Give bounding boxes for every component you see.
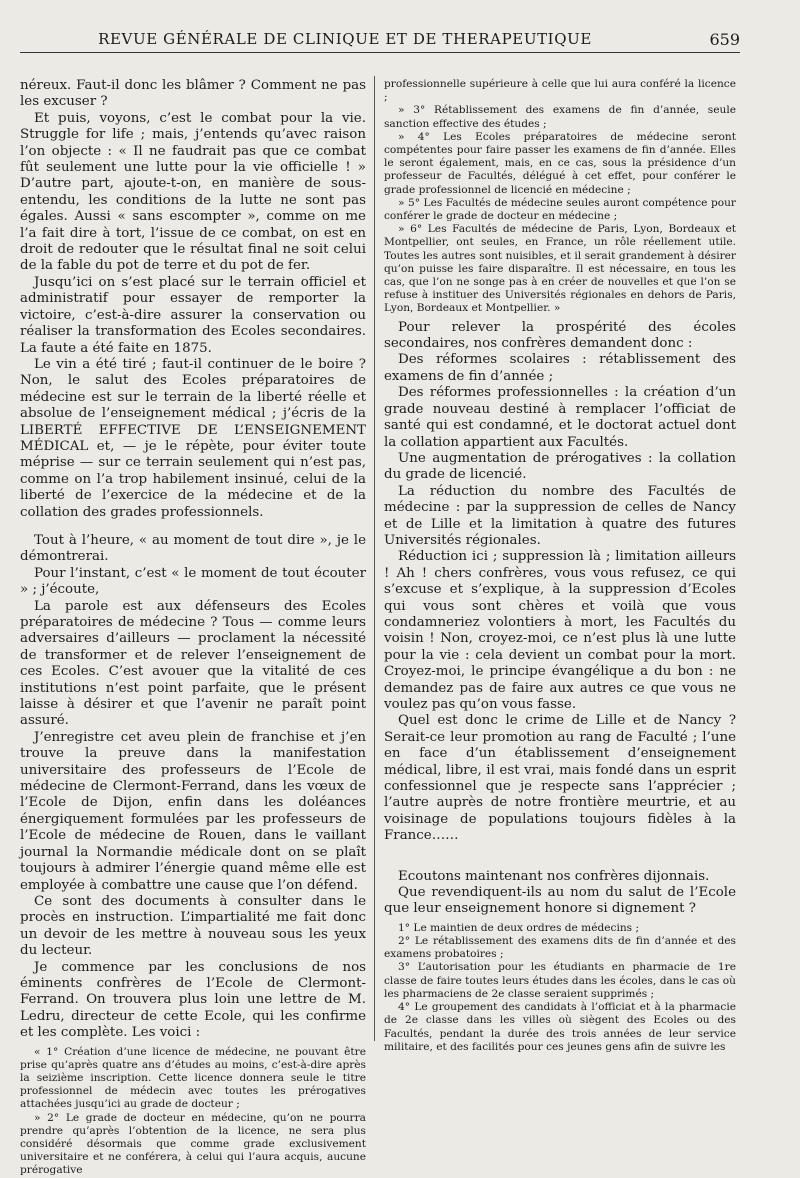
paragraph: Des réformes scolaires : rétablissement des examens de fin d’année ; [384, 352, 736, 384]
paragraph: J’enregistre cet aveu plein de franchise et j’en trouve la preuve dans la manifestation universitaire des professeurs de l’Ecole de médecine de Clermont-Ferrand, dans les vœux de l’Ecole de Dijon, enfin dans les doléances énergiquement formulées par les professeurs de l’Ecole de médecine de Rouen, dans le vaillant journal la Normandie médicale dont on se plaît toujours à admirer l’énergie quand même elle est employée à combattre une cause que l’on défend. [20, 729, 366, 893]
quoted-paragraph: « 1° Création d’une licence de médecine, ne pouvant être prise qu’après quatre ans d’études au moins, c’est-à-dire après la seizième inscription. Cette licence donnera seule le titre professionnel de médecin avec toutes les prérogatives attachées jusqu’ici au grade de docteur ; [20, 1045, 366, 1111]
quoted-paragraph: » 5° Les Facultés de médecine seules auront compétence pour conférer le grade de docteur en médecine ; [384, 196, 736, 223]
quoted-paragraph: » 2° Le grade de docteur en médecine, qu’on ne pourra prendre qu’après l’obtention de la licence, ne sera plus considéré désormais que comme grade exclusivement universitaire et ne conférera, à celui qui l’aura acquis, aucune prérogative [20, 1111, 366, 1177]
column-divider [374, 76, 375, 1041]
paragraph: Ecoutons maintenant nos confrères dijonnais. [398, 868, 710, 884]
paragraph: Le vin a été tiré ; faut-il continuer de le boire ? Non, le salut des Ecoles préparatoires de médecine est sur le terrain de la liberté réelle et absolue de l’enseignement médical ; j’écris de la LIBERTÉ EFFECTIVE DE L’ENSEIGNEMENT MÉDICAL et, — je le répète, pour éviter toute méprise — sur ce terrain seulement qui n’est pas, comme on l’a trop habilement insinué, celui de la liberté de l’exercice de la médecine et de la collation des grades professionnels. [20, 356, 366, 520]
paragraph: Tout à l’heure, « au moment de tout dire », je le démontrerai. [20, 532, 366, 565]
paragraph: La réduction du nombre des Facultés de médecine : par la suppression de celles de Nancy et de Lille et la limitation à quatre des futures Universités régionales. [384, 483, 736, 548]
list-item: 1° Le maintien de deux ordres de médecins ; [398, 921, 640, 934]
quoted-paragraph: » 6° Les Facultés de médecine de Paris, Lyon, Bordeaux et Montpellier, ont seules, en France, un rôle réellement utile. Toutes les autres sont nuisibles, et il serait grandement à désirer qu’on puisse les faire disparaître. Il est nécessaire, en tous les cas, que l’on ne songe pas à en créer de nouvelles et que l’on se refuse à instituer des Universités régionales en dehors de Paris, Lyon, Bordeaux et Montpellier. » [384, 223, 736, 315]
page-header [20, 30, 740, 53]
list-item: 2° Le rétablissement des examens dits de fin d’année et des examens probatoires ; [384, 935, 736, 961]
quoted-paragraph: » 3° Rétablissement des examens de fin d’année, seule sanction effective des études ; [384, 104, 736, 130]
quoted-paragraph: » 4° Les Ecoles préparatoires de médecine seront compétentes pour faire passer les examens de fin d’année. Elles le seront également, mais, en ce cas, sous la présidence d’un professeur de Facultés, délégué à cet effet, pour conférer le grade professionnel de licencié en médecine ; [384, 130, 736, 196]
paragraph: néreux. Faut-il donc les blâmer ? Comment ne pas les excuser ? [20, 78, 366, 110]
right-column [384, 78, 736, 1053]
list-item: 4° Le groupement des candidats à l’officiat et à la pharmacie de 2e classe dans les villes où siègent des Ecoles ou des Facultés, pendant la durée des trois années de leur service militaire, et des facilités pour ces jeunes gens afin de suivre les [384, 1001, 736, 1053]
paragraph: Ce sont des documents à consulter dans le procès en instruction. L’impartialité me fait donc un devoir de les mettre à nouveau sous les yeux du lecteur. [20, 893, 366, 959]
paragraph: Pour relever la prospérité des écoles secondaires, nos confrères demandent donc : [384, 319, 736, 352]
list-item: 3° L’autorisation pour les étudiants en pharmacie de 1re classe de faire toutes leurs études dans les écoles, dans le cas où les pharmaciens de 2e classe seraient supprimés ; [384, 961, 736, 1000]
paragraph: Une augmentation de prérogatives : la collation du grade de licencié. [384, 450, 736, 483]
paragraph: Et puis, voyons, c’est le combat pour la vie. Struggle for life ; mais, j’entends qu’avec raison l’on objecte : « Il ne faudrait pas que ce combat fût seulement une lutte pour la vie officielle ! » D’autre part, ajoute-t-on, en manière de sous-entendu, les conditions de la lutte ne sont pas égales. Aussi « sans escompter », comme on me l’a fait dire à tort, l’issue de ce combat, on est en droit de redouter que le résultat final ne soit celui de la fable du pot de terre et du pot de fer. [20, 110, 366, 274]
paragraph: La parole est aux défenseurs des Ecoles préparatoires de médecine ? Tous — comme leurs adversaires d’ailleurs — proclament la nécessité de transformer et de relever l’enseignement de ces Ecoles. C’est avouer que la vitalité de ces institutions n’est point parfaite, que le présent laisse à désirer et que l’avenir ne paraît point assuré. [20, 598, 366, 729]
paragraph: Réduction ici ; suppression là ; limitation ailleurs ! Ah ! chers confrères, vous vous refusez, ce qui s’excuse et s’explique, à la suppression d’Ecoles qui vous sont chères et voilà que vous condamneriez volontiers à mort, les Facultés du voisin ! Non, croyez-moi, ce n’est plus là une lutte pour la vie : cela devient un combat pour la mort. Croyez-moi, le principe évangélique a du bon : ne demandez pas de faire aux autres ce que vous ne voulez pas qu’on vous fasse. [384, 549, 736, 712]
paragraph: Quel est donc le crime de Lille et de Nancy ? Serait-ce leur promotion au rang de Faculté ; l’une en face d’un établissement d’enseignement médical, libre, il est vrai, mais fondé dans un esprit confessionnel que je respecte sans l’apprécier ; l’autre auprès de notre frontière meurtrie, et au voisinage de populations toujours fidèles à la France…… [384, 713, 736, 844]
running-title: REVUE GÉNÉRALE DE CLINIQUE ET DE THERAPEUTIQUE [98, 30, 592, 48]
paragraph: Que revendiquent-ils au nom du salut de l’Ecole que leur enseignement honore si dignement ? [384, 885, 736, 917]
paragraph: Des réformes professionnelles : la création d’un grade nouveau destiné à remplacer l’officiat de santé qui est condamné, et le doctorat actuel dont la collation appartient aux Facultés. [384, 385, 736, 450]
left-column [20, 78, 366, 1177]
page-number: 659 [709, 30, 740, 49]
quoted-paragraph: professionnelle supérieure à celle que lui aura conféré la licence ; [384, 78, 736, 104]
paragraph: Pour l’instant, c’est « le moment de tout écouter » ; j’écoute, [20, 565, 366, 598]
paragraph: Jusqu’ici on s’est placé sur le terrain officiel et administratif pour essayer de remporter la victoire, c’est-à-dire assurer la conservation ou réaliser la transformation des Ecoles secondaires. La faute a été faite en 1875. [20, 274, 366, 356]
paragraph: Je commence par les conclusions de nos éminents confrères de l’Ecole de Clermont-Ferrand. On trouvera plus loin une lettre de M. Ledru, directeur de cette Ecole, qui les confirme et les complète. Les voici : [20, 959, 366, 1041]
